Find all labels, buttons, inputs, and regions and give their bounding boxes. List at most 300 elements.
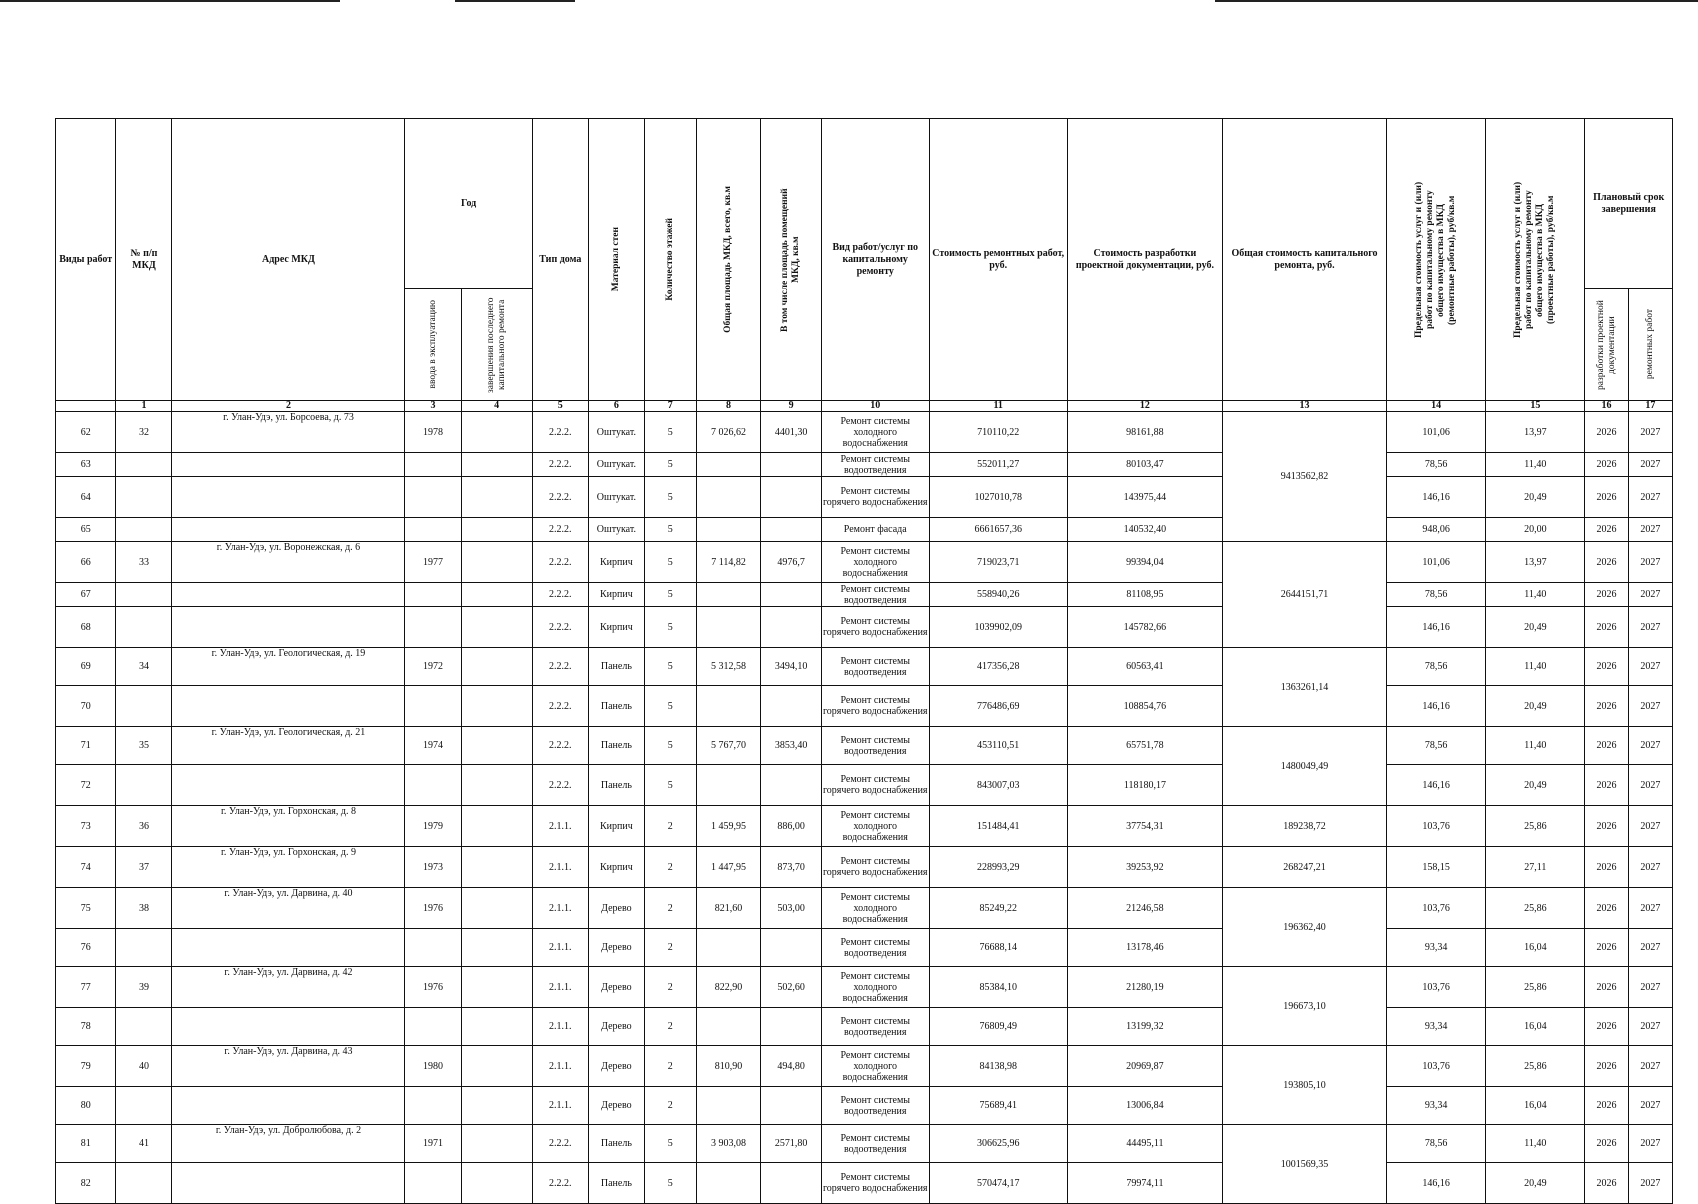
cell-vid-rabot: 69 (56, 648, 116, 686)
cell-mkd-number: 36 (116, 806, 172, 847)
column-number: 17 (1628, 401, 1672, 412)
cell-premises-area: 886,00 (761, 806, 821, 847)
cell-deadline-repair: 2027 (1628, 1046, 1672, 1087)
cell-vid-rabot: 71 (56, 727, 116, 765)
table-row (56, 518, 1673, 542)
cell-repair-cost: 1039902,09 (929, 607, 1067, 648)
cell-address: г. Улан-Удэ, ул. Дарвина, д. 40 (172, 888, 405, 929)
cell-work-type: Ремонт системы водоотведения (821, 1008, 929, 1046)
column-number: 3 (405, 401, 461, 412)
cell-limit-design: 13,97 (1486, 412, 1585, 453)
cell-premises-area: 503,00 (761, 888, 821, 929)
cell-address: г. Улан-Удэ, ул. Геологическая, д. 21 (172, 727, 405, 765)
cell-work-type: Ремонт системы горячего водоснабжения (821, 1163, 929, 1204)
cell-work-type: Ремонт системы водоотведения (821, 727, 929, 765)
cell-total-area (696, 1087, 761, 1125)
cell-year-last-repair (461, 477, 532, 518)
cell-house-type: 2.2.2. (532, 542, 588, 583)
table-body (56, 412, 1673, 1204)
cell-wall-material: Кирпич (588, 583, 644, 607)
cell-premises-area (761, 477, 821, 518)
cell-design-cost: 118180,17 (1067, 765, 1222, 806)
cell-wall-material: Дерево (588, 888, 644, 929)
cell-repair-cost: 151484,41 (929, 806, 1067, 847)
cell-house-type: 2.1.1. (532, 1008, 588, 1046)
cell-wall-material: Оштукат. (588, 453, 644, 477)
cell-design-cost: 79974,11 (1067, 1163, 1222, 1204)
cell-limit-design: 25,86 (1486, 1046, 1585, 1087)
cell-wall-material: Кирпич (588, 806, 644, 847)
cell-house-type: 2.1.1. (532, 929, 588, 967)
cell-year-last-repair (461, 1087, 532, 1125)
cell-wall-material: Дерево (588, 929, 644, 967)
cell-premises-area (761, 1163, 821, 1204)
cell-repair-cost: 84138,98 (929, 1046, 1067, 1087)
cell-year-entry: 1972 (405, 648, 461, 686)
cell-premises-area (761, 765, 821, 806)
cell-deadline-design: 2026 (1585, 888, 1628, 929)
table-row (56, 607, 1673, 648)
cell-floors: 2 (644, 806, 696, 847)
cell-deadline-repair: 2027 (1628, 765, 1672, 806)
cell-premises-area (761, 607, 821, 648)
cell-total-area (696, 453, 761, 477)
column-number: 1 (116, 401, 172, 412)
cell-deadline-repair: 2027 (1628, 518, 1672, 542)
cell-work-type: Ремонт системы горячего водоснабжения (821, 686, 929, 727)
cell-deadline-design: 2026 (1585, 1046, 1628, 1087)
cell-limit-design: 11,40 (1486, 648, 1585, 686)
header-design-cost: Стоимость разработки проектной документации, руб. (1067, 119, 1222, 401)
cell-work-type: Ремонт системы холодного водоснабжения (821, 967, 929, 1008)
cell-repair-cost: 710110,22 (929, 412, 1067, 453)
cell-work-type: Ремонт системы водоотведения (821, 583, 929, 607)
cell-limit-design: 11,40 (1486, 727, 1585, 765)
cell-design-cost: 80103,47 (1067, 453, 1222, 477)
cell-deadline-design: 2026 (1585, 583, 1628, 607)
cell-vid-rabot: 68 (56, 607, 116, 648)
cell-year-entry: 1977 (405, 542, 461, 583)
cell-year-entry (405, 765, 461, 806)
cell-limit-design: 20,49 (1486, 765, 1585, 806)
cell-deadline-repair: 2027 (1628, 542, 1672, 583)
cell-total-cost: 1363261,14 (1223, 648, 1387, 727)
cell-house-type: 2.2.2. (532, 1125, 588, 1163)
cell-house-type: 2.2.2. (532, 453, 588, 477)
cell-total-area (696, 929, 761, 967)
cell-mkd-number (116, 1163, 172, 1204)
table-row (56, 686, 1673, 727)
cell-total-cost: 268247,21 (1223, 847, 1387, 888)
cell-mkd-number (116, 765, 172, 806)
header-year: Год (405, 119, 532, 289)
cell-floors: 5 (644, 583, 696, 607)
cell-design-cost: 98161,88 (1067, 412, 1222, 453)
cell-house-type: 2.1.1. (532, 1046, 588, 1087)
cell-total-area: 822,90 (696, 967, 761, 1008)
cell-deadline-repair: 2027 (1628, 686, 1672, 727)
cell-total-area: 3 903,08 (696, 1125, 761, 1163)
cell-premises-area: 4401,30 (761, 412, 821, 453)
cell-repair-cost: 85384,10 (929, 967, 1067, 1008)
cell-deadline-design: 2026 (1585, 648, 1628, 686)
cell-limit-design: 20,49 (1486, 477, 1585, 518)
cell-deadline-design: 2026 (1585, 518, 1628, 542)
cell-deadline-design: 2026 (1585, 806, 1628, 847)
cell-year-last-repair (461, 806, 532, 847)
cell-address (172, 929, 405, 967)
cell-deadline-repair: 2027 (1628, 806, 1672, 847)
column-number: 9 (761, 401, 821, 412)
cell-wall-material: Кирпич (588, 542, 644, 583)
table-row (56, 1163, 1673, 1204)
cell-premises-area: 494,80 (761, 1046, 821, 1087)
cell-floors: 5 (644, 542, 696, 583)
table-row (56, 1046, 1673, 1087)
cell-limit-design: 20,49 (1486, 607, 1585, 648)
column-number (56, 401, 116, 412)
cell-floors: 5 (644, 453, 696, 477)
cell-work-type: Ремонт системы водоотведения (821, 929, 929, 967)
cell-deadline-design: 2026 (1585, 847, 1628, 888)
cell-mkd-number: 33 (116, 542, 172, 583)
cell-limit-repair: 103,76 (1387, 1046, 1486, 1087)
column-number: 16 (1585, 401, 1628, 412)
header-limit-design: Предельная стоимость услуг и (или) работ по капитальному ремонту общего имущества в МКД (проектные работы), руб/кв.м (1513, 181, 1557, 338)
column-number: 11 (929, 401, 1067, 412)
cell-deadline-design: 2026 (1585, 607, 1628, 648)
cell-deadline-design: 2026 (1585, 1008, 1628, 1046)
cell-house-type: 2.1.1. (532, 806, 588, 847)
cell-address (172, 453, 405, 477)
cell-year-last-repair (461, 1046, 532, 1087)
cell-year-entry: 1976 (405, 888, 461, 929)
header-address: Адрес МКД (172, 119, 405, 401)
cell-vid-rabot: 67 (56, 583, 116, 607)
cell-wall-material: Дерево (588, 1046, 644, 1087)
header-work-type: Вид работ/услуг по капитальному ремонту (821, 119, 929, 401)
cell-floors: 5 (644, 412, 696, 453)
cell-year-last-repair (461, 518, 532, 542)
cell-work-type: Ремонт системы холодного водоснабжения (821, 412, 929, 453)
cell-mkd-number (116, 1008, 172, 1046)
cell-work-type: Ремонт системы холодного водоснабжения (821, 1046, 929, 1087)
cell-vid-rabot: 65 (56, 518, 116, 542)
cell-year-last-repair (461, 583, 532, 607)
header-deadline: Плановый срок завершения (1585, 119, 1673, 289)
cell-mkd-number (116, 686, 172, 727)
cell-limit-design: 27,11 (1486, 847, 1585, 888)
cell-limit-repair: 948,06 (1387, 518, 1486, 542)
cell-floors: 5 (644, 1163, 696, 1204)
cell-total-area: 1 459,95 (696, 806, 761, 847)
cell-premises-area (761, 518, 821, 542)
cell-house-type: 2.1.1. (532, 1087, 588, 1125)
header-total-cost: Общая стоимость капитального ремонта, руб. (1223, 119, 1387, 401)
table-row (56, 847, 1673, 888)
table-row (56, 453, 1673, 477)
cell-total-area: 7 114,82 (696, 542, 761, 583)
cell-design-cost: 21280,19 (1067, 967, 1222, 1008)
cell-deadline-repair: 2027 (1628, 1087, 1672, 1125)
header-deadline-repair: ремонтных работ (1644, 309, 1655, 380)
cell-year-entry: 1973 (405, 847, 461, 888)
cell-total-area (696, 477, 761, 518)
cell-vid-rabot: 75 (56, 888, 116, 929)
cell-design-cost: 143975,44 (1067, 477, 1222, 518)
capital-repair-table (55, 118, 1673, 1204)
cell-address: г. Улан-Удэ, ул. Борсоева, д. 73 (172, 412, 405, 453)
cell-repair-cost: 228993,29 (929, 847, 1067, 888)
table-row (56, 929, 1673, 967)
cell-floors: 2 (644, 1046, 696, 1087)
cell-total-cost: 9413562,82 (1223, 412, 1387, 542)
cell-limit-design: 16,04 (1486, 1087, 1585, 1125)
cell-limit-design: 13,97 (1486, 542, 1585, 583)
cell-repair-cost: 6661657,36 (929, 518, 1067, 542)
cell-year-entry (405, 1008, 461, 1046)
cell-year-last-repair (461, 1163, 532, 1204)
cell-work-type: Ремонт системы водоотведения (821, 648, 929, 686)
cell-repair-cost: 843007,03 (929, 765, 1067, 806)
column-number: 5 (532, 401, 588, 412)
cell-total-cost: 1480049,49 (1223, 727, 1387, 806)
cell-repair-cost: 552011,27 (929, 453, 1067, 477)
cell-deadline-design: 2026 (1585, 686, 1628, 727)
cell-limit-design: 11,40 (1486, 583, 1585, 607)
cell-deadline-repair: 2027 (1628, 453, 1672, 477)
cell-limit-repair: 146,16 (1387, 686, 1486, 727)
cell-total-cost: 196362,40 (1223, 888, 1387, 967)
cell-premises-area (761, 929, 821, 967)
column-number: 6 (588, 401, 644, 412)
cell-premises-area (761, 1008, 821, 1046)
cell-total-area: 5 312,58 (696, 648, 761, 686)
cell-mkd-number (116, 607, 172, 648)
cell-floors: 2 (644, 929, 696, 967)
cell-vid-rabot: 62 (56, 412, 116, 453)
cell-wall-material: Панель (588, 1163, 644, 1204)
cell-year-entry (405, 1087, 461, 1125)
cell-mkd-number: 35 (116, 727, 172, 765)
cell-design-cost: 20969,87 (1067, 1046, 1222, 1087)
cell-year-last-repair (461, 453, 532, 477)
cell-floors: 2 (644, 1008, 696, 1046)
cell-address: г. Улан-Удэ, ул. Горхонская, д. 9 (172, 847, 405, 888)
cell-year-last-repair (461, 967, 532, 1008)
cell-deadline-design: 2026 (1585, 542, 1628, 583)
header-year-last-repair: завершения последнего капитального ремонта (485, 296, 507, 393)
cell-vid-rabot: 82 (56, 1163, 116, 1204)
cell-premises-area (761, 453, 821, 477)
header-premises-area: В том числе площадь помещений МКД, кв.м (780, 187, 802, 332)
cell-mkd-number (116, 1087, 172, 1125)
cell-limit-design: 20,49 (1486, 686, 1585, 727)
cell-deadline-design: 2026 (1585, 929, 1628, 967)
cell-wall-material: Панель (588, 648, 644, 686)
cell-work-type: Ремонт фасада (821, 518, 929, 542)
cell-work-type: Ремонт системы водоотведения (821, 1087, 929, 1125)
cell-premises-area: 3853,40 (761, 727, 821, 765)
header-total-area: Общая площадь МКД, всего, кв.м (723, 186, 734, 333)
column-number: 2 (172, 401, 405, 412)
cell-repair-cost: 1027010,78 (929, 477, 1067, 518)
cell-total-cost: 2644151,71 (1223, 542, 1387, 648)
header-num: № п/п МКД (116, 119, 172, 401)
table-header (56, 119, 1673, 412)
cell-deadline-design: 2026 (1585, 477, 1628, 518)
table-row (56, 477, 1673, 518)
table-row (56, 967, 1673, 1008)
cell-deadline-design: 2026 (1585, 1087, 1628, 1125)
cell-year-entry (405, 453, 461, 477)
cell-year-last-repair (461, 727, 532, 765)
cell-limit-repair: 78,56 (1387, 648, 1486, 686)
table-row (56, 542, 1673, 583)
cell-wall-material: Кирпич (588, 607, 644, 648)
table-row (56, 806, 1673, 847)
cell-deadline-repair: 2027 (1628, 477, 1672, 518)
cell-deadline-repair: 2027 (1628, 607, 1672, 648)
cell-deadline-repair: 2027 (1628, 1125, 1672, 1163)
cell-vid-rabot: 76 (56, 929, 116, 967)
cell-year-last-repair (461, 765, 532, 806)
cell-total-area: 7 026,62 (696, 412, 761, 453)
header-floors: Количество этажей (664, 218, 675, 301)
cell-house-type: 2.1.1. (532, 847, 588, 888)
cell-deadline-design: 2026 (1585, 453, 1628, 477)
cell-floors: 2 (644, 1087, 696, 1125)
cell-repair-cost: 417356,28 (929, 648, 1067, 686)
cell-year-last-repair (461, 542, 532, 583)
cell-vid-rabot: 72 (56, 765, 116, 806)
cell-floors: 2 (644, 967, 696, 1008)
cell-work-type: Ремонт системы холодного водоснабжения (821, 542, 929, 583)
cell-limit-repair: 103,76 (1387, 806, 1486, 847)
table-row (56, 412, 1673, 453)
cell-total-cost: 1001569,35 (1223, 1125, 1387, 1204)
cell-house-type: 2.2.2. (532, 518, 588, 542)
cell-deadline-repair: 2027 (1628, 412, 1672, 453)
cell-total-area (696, 518, 761, 542)
cell-house-type: 2.2.2. (532, 1163, 588, 1204)
cell-limit-repair: 93,34 (1387, 1087, 1486, 1125)
header-wall-material: Материал стен (610, 227, 621, 292)
cell-vid-rabot: 80 (56, 1087, 116, 1125)
cell-deadline-design: 2026 (1585, 765, 1628, 806)
cell-total-area (696, 583, 761, 607)
cell-limit-repair: 78,56 (1387, 727, 1486, 765)
cell-wall-material: Дерево (588, 1087, 644, 1125)
cell-vid-rabot: 78 (56, 1008, 116, 1046)
cell-limit-design: 25,86 (1486, 888, 1585, 929)
cell-house-type: 2.1.1. (532, 967, 588, 1008)
cell-design-cost: 21246,58 (1067, 888, 1222, 929)
cell-limit-repair: 146,16 (1387, 477, 1486, 518)
cell-floors: 2 (644, 888, 696, 929)
cell-vid-rabot: 70 (56, 686, 116, 727)
cell-house-type: 2.2.2. (532, 583, 588, 607)
cell-mkd-number: 41 (116, 1125, 172, 1163)
cell-limit-repair: 158,15 (1387, 847, 1486, 888)
cell-work-type: Ремонт системы холодного водоснабжения (821, 806, 929, 847)
cell-limit-design: 11,40 (1486, 1125, 1585, 1163)
cell-house-type: 2.2.2. (532, 765, 588, 806)
cell-deadline-repair: 2027 (1628, 1008, 1672, 1046)
cell-wall-material: Панель (588, 686, 644, 727)
cell-mkd-number: 40 (116, 1046, 172, 1087)
cell-limit-repair: 146,16 (1387, 1163, 1486, 1204)
cell-floors: 2 (644, 847, 696, 888)
cell-total-area (696, 765, 761, 806)
cell-deadline-design: 2026 (1585, 967, 1628, 1008)
cell-total-area (696, 1163, 761, 1204)
cell-floors: 5 (644, 686, 696, 727)
cell-wall-material: Дерево (588, 1008, 644, 1046)
table-row (56, 1087, 1673, 1125)
cell-address: г. Улан-Удэ, ул. Добролюбова, д. 2 (172, 1125, 405, 1163)
cell-deadline-design: 2026 (1585, 727, 1628, 765)
cell-limit-design: 16,04 (1486, 1008, 1585, 1046)
cell-limit-repair: 78,56 (1387, 583, 1486, 607)
cell-total-area: 5 767,70 (696, 727, 761, 765)
table-row (56, 583, 1673, 607)
cell-limit-repair: 78,56 (1387, 453, 1486, 477)
cell-house-type: 2.2.2. (532, 727, 588, 765)
cell-repair-cost: 75689,41 (929, 1087, 1067, 1125)
cell-design-cost: 39253,92 (1067, 847, 1222, 888)
cell-limit-design: 16,04 (1486, 929, 1585, 967)
cell-repair-cost: 719023,71 (929, 542, 1067, 583)
cell-design-cost: 140532,40 (1067, 518, 1222, 542)
cell-year-entry (405, 477, 461, 518)
cell-year-last-repair (461, 607, 532, 648)
table-row (56, 727, 1673, 765)
cell-limit-repair: 146,16 (1387, 765, 1486, 806)
cell-mkd-number: 38 (116, 888, 172, 929)
cell-mkd-number: 37 (116, 847, 172, 888)
cell-address: г. Улан-Удэ, ул. Дарвина, д. 42 (172, 967, 405, 1008)
cell-design-cost: 44495,11 (1067, 1125, 1222, 1163)
cell-house-type: 2.2.2. (532, 648, 588, 686)
column-number: 15 (1486, 401, 1585, 412)
column-number-row (56, 401, 1673, 412)
cell-repair-cost: 453110,51 (929, 727, 1067, 765)
cell-premises-area: 2571,80 (761, 1125, 821, 1163)
cell-floors: 5 (644, 607, 696, 648)
cell-vid-rabot: 81 (56, 1125, 116, 1163)
cell-address (172, 583, 405, 607)
cell-wall-material: Дерево (588, 967, 644, 1008)
cell-mkd-number (116, 583, 172, 607)
cell-deadline-repair: 2027 (1628, 727, 1672, 765)
cell-repair-cost: 776486,69 (929, 686, 1067, 727)
cell-floors: 5 (644, 477, 696, 518)
cell-repair-cost: 306625,96 (929, 1125, 1067, 1163)
cell-year-last-repair (461, 648, 532, 686)
cell-repair-cost: 570474,17 (929, 1163, 1067, 1204)
cell-year-last-repair (461, 412, 532, 453)
cell-year-entry (405, 583, 461, 607)
cell-floors: 5 (644, 727, 696, 765)
column-number: 4 (461, 401, 532, 412)
cell-design-cost: 99394,04 (1067, 542, 1222, 583)
cell-deadline-repair: 2027 (1628, 929, 1672, 967)
cell-year-entry: 1971 (405, 1125, 461, 1163)
cell-total-area: 821,60 (696, 888, 761, 929)
cell-design-cost: 81108,95 (1067, 583, 1222, 607)
column-number: 10 (821, 401, 929, 412)
